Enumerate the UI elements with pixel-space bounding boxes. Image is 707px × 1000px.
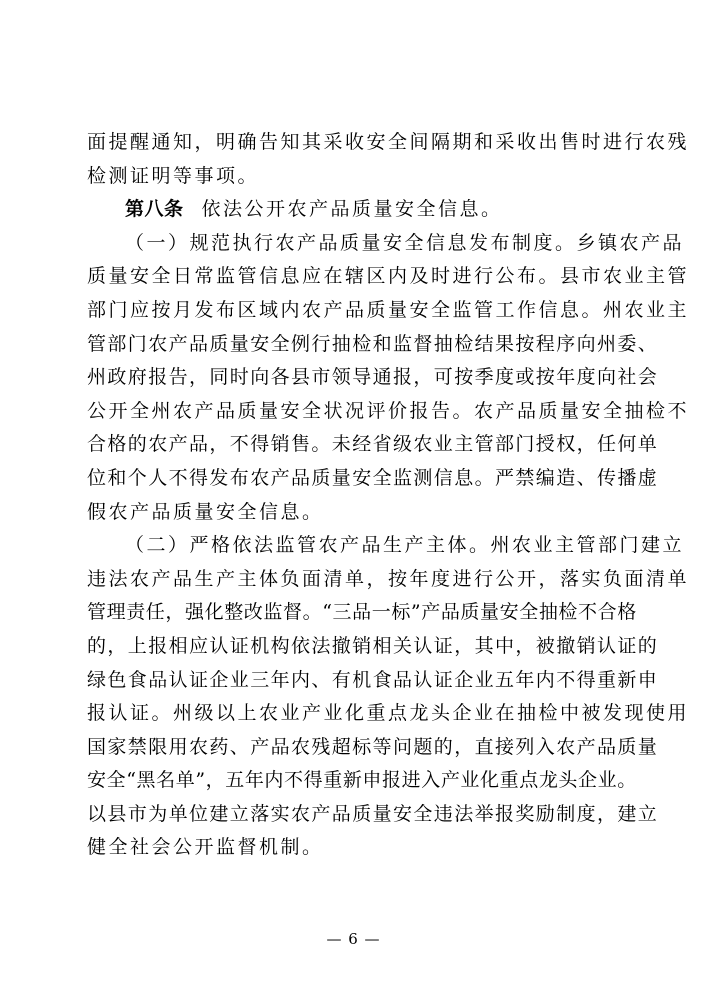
paragraph-line: 合格的农产品，不得销售。未经省级农业主管部门授权，任何单	[87, 433, 659, 456]
paragraph-line: 安全“黑名单”，五年内不得重新申报进入产业化重点龙头企业。	[87, 769, 637, 792]
paragraph-line: 管部门农产品质量安全例行抽检和监督抽检结果按程序向州委、	[87, 332, 659, 355]
body-text	[87, 126, 690, 865]
paragraph-line: （二）严格依法监管农产品生产主体。州农业主管部门建立	[125, 534, 685, 557]
paragraph-line: 质量安全日常监管信息应在辖区内及时进行公布。县市农业主管	[87, 265, 690, 288]
paragraph-line: （一）规范执行农产品质量安全信息发布制度。乡镇农产品	[125, 231, 685, 254]
paragraph-line: 公开全州农产品质量安全状况评价报告。农产品质量安全抽检不	[87, 399, 690, 422]
text-line: 面提醒通知，明确告知其采收安全间隔期和采收出售时进行农残	[87, 131, 690, 153]
article-label: 第八条	[125, 198, 184, 221]
paragraph-line: 州政府报告，同时向各县市领导通报，可按季度或按年度向社会	[87, 366, 659, 389]
paragraph-line: 管理责任，强化整改监督。“三品一标”产品质量安全抽检不合格	[87, 601, 637, 624]
paragraph-line: 违法农产品生产主体负面清单，按年度进行公开，落实负面清单	[87, 567, 690, 590]
paragraph-line: 健全社会公开监督机制。	[87, 836, 324, 859]
text-line: 检测证明等事项。	[87, 164, 260, 187]
paragraph-line: 假农产品质量安全信息。	[87, 500, 324, 523]
paragraph-line: 国家禁限用农药、产品农残超标等问题的，直接列入农产品质量	[87, 735, 659, 758]
paragraph-line: 报认证。州级以上农业产业化重点龙头企业在抽检中被发现使用	[87, 702, 690, 725]
article-heading	[87, 193, 623, 227]
paragraph-line: 绿色食品认证企业三年内、有机食品认证企业五年内不得重新申	[87, 668, 659, 691]
article-title: 依法公开农产品质量安全信息。	[201, 198, 503, 221]
paragraph-line: 的，上报相应认证机构依法撤销相关认证，其中，被撤销认证的	[87, 634, 659, 657]
page-number: — 6 —	[326, 930, 381, 948]
paragraph-line: 以县市为单位建立落实农产品质量安全违法举报奖励制度，建立	[87, 802, 659, 825]
paragraph-line: 位和个人不得发布农产品质量安全监测信息。严禁编造、传播虚	[87, 466, 659, 489]
paragraph-line: 部门应按月发布区域内农产品质量安全监管工作信息。州农业主	[87, 298, 690, 321]
